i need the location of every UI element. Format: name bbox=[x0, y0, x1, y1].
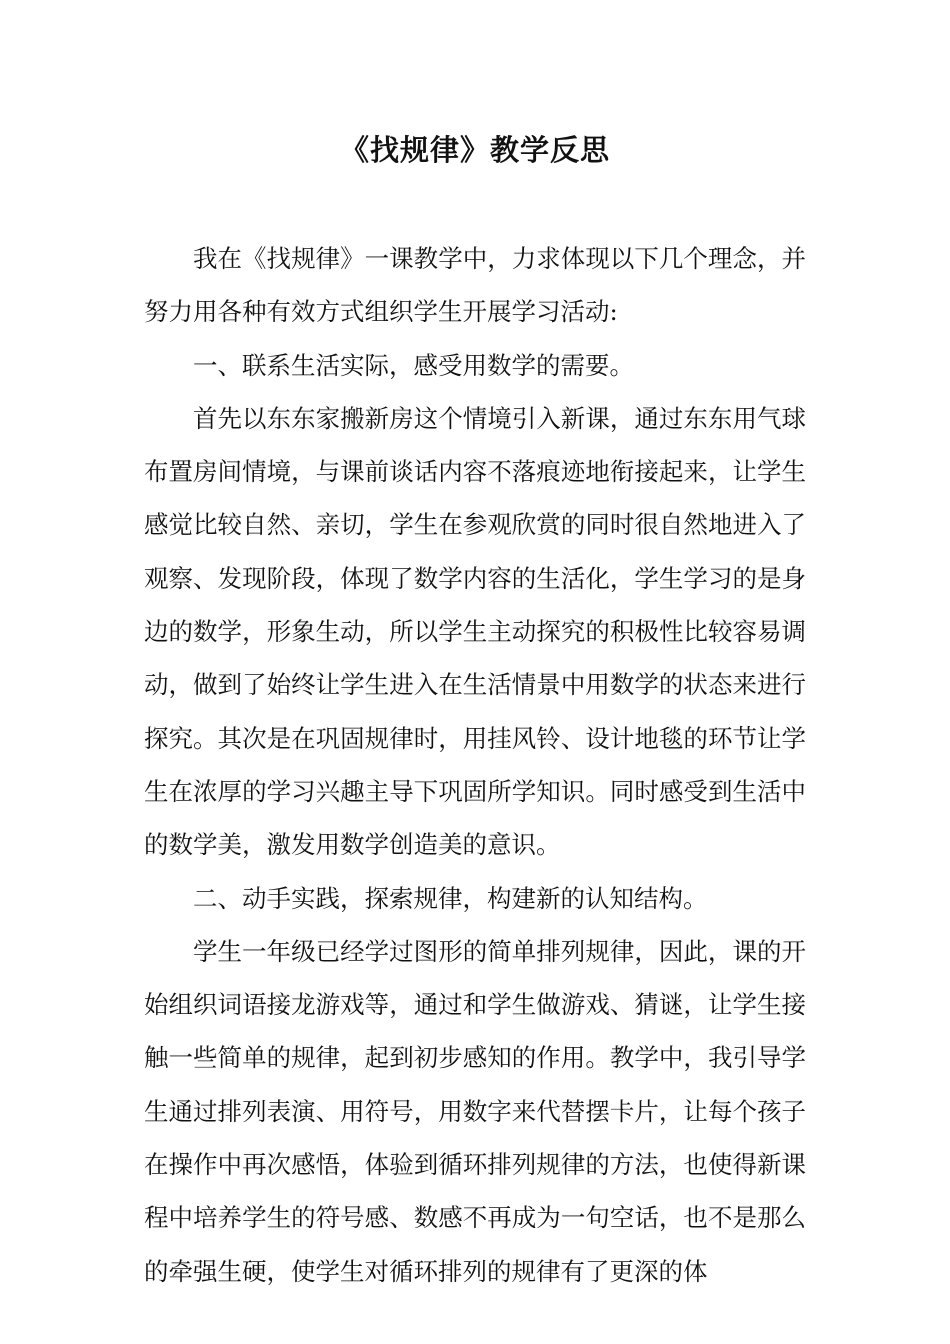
paragraph-intro: 我在《找规律》一课教学中，力求体现以下几个理念，并努力用各种有效方式组织学生开展学习活动: bbox=[144, 244, 806, 327]
paragraph-section-1: 首先以东东家搬新房这个情境引入新课，通过东东用气球布置房间情境，与课前谈话内容不落痕迹地衔接起来，让学生感觉比较自然、亲切，学生在参观欣赏的同时很自然地进入了观察、发现阶段，体现了数学内容的生活化，学生学习的是身边的数学，形象生动，所以学生主动探究的积极性比较容易调动，做到了始终让学生进入在生活情景中用数学的状态来进行探究。其次是在巩固规律时，用挂风铃、设计地毯的环节让学生在浓厚的学习兴趣主导下巩固所学知识。同时感受到生活中的数学美，激发用数学创造美的意识。 bbox=[144, 403, 806, 860]
document-body bbox=[144, 232, 806, 1298]
paragraph-section-2: 学生一年级已经学过图形的简单排列规律，因此，课的开始组织词语接龙游戏等，通过和学生做游戏、猜谜，让学生接触一些简单的规律，起到初步感知的作用。教学中，我引导学生通过排列表演、用符号，用数字来代替摆卡片，让每个孩子在操作中再次感悟，体验到循环排列规律的方法，也使得新课程中培养学生的符号感、数感不再成为一句空话，也不是那么的牵强生硬，使学生对循环排列的规律有了更深的体 bbox=[144, 936, 806, 1286]
paragraph-heading-1: 一、联系生活实际，感受用数学的需要。 bbox=[193, 350, 634, 380]
document-title: 《找规律》教学反思 bbox=[339, 133, 610, 167]
paragraph-heading-2: 二、动手实践，探索规律，构建新的认知结构。 bbox=[193, 883, 708, 913]
